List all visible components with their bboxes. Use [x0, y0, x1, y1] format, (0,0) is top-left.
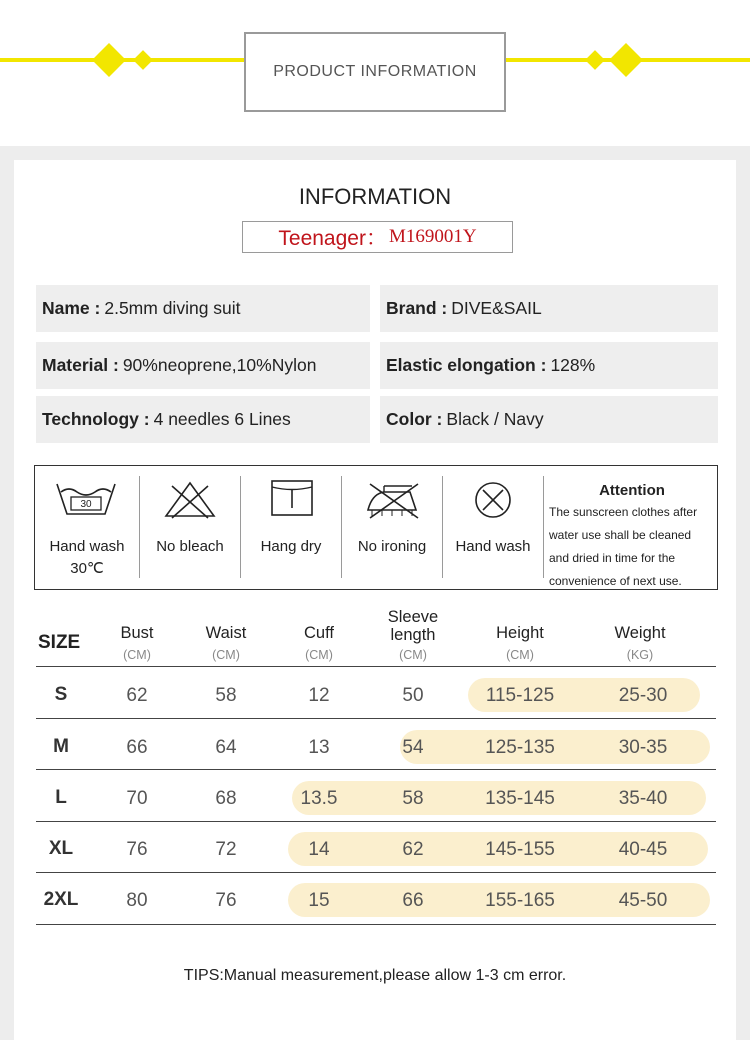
no-ironing-icon	[362, 480, 424, 520]
column-unit: (CM)	[305, 648, 333, 662]
care-label: Hand wash	[455, 538, 531, 555]
spec-value: 90%neoprene,10%Nylon	[122, 355, 317, 375]
cell-sleeve-length: 62	[402, 839, 424, 860]
column-header-height: Height	[496, 624, 544, 642]
attention-line: The sunscreen clothes after	[549, 505, 698, 519]
cell-waist: 64	[215, 737, 237, 758]
cell-height: 155-165	[485, 890, 555, 911]
column-unit: (CM)	[212, 648, 240, 662]
cell-cuff: 13	[308, 737, 330, 758]
cell-weight: 35-40	[618, 788, 668, 809]
table-row-divider	[36, 924, 716, 925]
column-header-bust: Bust	[120, 624, 154, 642]
column-unit: (CM)	[506, 648, 534, 662]
cell-height: 125-135	[485, 737, 555, 758]
model-code: M169001Y	[388, 226, 477, 247]
cell-bust: 66	[126, 737, 148, 758]
spec-label: Brand :	[386, 298, 448, 318]
cell-waist: 68	[215, 788, 237, 809]
cell-weight: 40-45	[618, 839, 668, 860]
cell-waist: 58	[215, 685, 237, 706]
column-header-weight: Weight	[614, 624, 666, 642]
cell-waist: 72	[215, 839, 237, 860]
no-bleach-icon	[160, 480, 220, 520]
spec-value: DIVE&SAIL	[451, 298, 542, 318]
care-label: Hang dry	[260, 538, 322, 555]
spec-value: 128%	[550, 355, 596, 375]
spec-label: Technology :	[42, 409, 150, 429]
spec-brand	[380, 285, 718, 332]
diamond-ornament	[585, 50, 605, 70]
spec-elastic-elongation	[380, 342, 718, 389]
size-label: XL	[48, 838, 74, 859]
tips-note: TIPS:Manual measurement,please allow 1-3 cm error.	[183, 967, 567, 984]
spec-value: 4 needles 6 Lines	[153, 409, 291, 429]
care-label: Hand wash	[49, 538, 125, 555]
column-header-waist: Waist	[205, 624, 247, 642]
column-header-line: Sleeve	[387, 608, 439, 626]
column-header-line: length	[390, 626, 436, 644]
column-header-cuff: Cuff	[304, 624, 334, 642]
care-instructions-panel	[34, 465, 718, 590]
attention-body	[549, 501, 715, 593]
header-band	[0, 0, 750, 146]
model-code-box	[242, 221, 513, 253]
table-row-divider	[36, 769, 716, 770]
spec-label: Material :	[42, 355, 119, 375]
cell-sleeve-length: 50	[402, 685, 424, 706]
cell-weight: 45-50	[618, 890, 668, 911]
care-item-no-bleach	[140, 476, 240, 578]
cell-bust: 62	[126, 685, 148, 706]
spec-label: Color :	[386, 409, 443, 429]
spec-technology	[36, 396, 370, 443]
cell-cuff: 13.5	[300, 788, 338, 809]
cell-cuff: 14	[308, 839, 330, 860]
table-row-divider	[36, 718, 716, 719]
care-item-hang-dry	[241, 476, 341, 578]
cell-bust: 80	[126, 890, 148, 911]
cell-cuff: 15	[308, 890, 330, 911]
column-unit: (CM)	[123, 648, 151, 662]
size-label: 2XL	[43, 889, 79, 910]
cell-cuff: 12	[308, 685, 330, 706]
hand-wash-30-icon	[53, 478, 119, 518]
product-information-title: PRODUCT INFORMATION	[244, 32, 506, 112]
care-label: No bleach	[156, 538, 224, 555]
spec-name	[36, 285, 370, 332]
cell-height: 145-155	[485, 839, 555, 860]
cell-weight: 25-30	[618, 685, 668, 706]
spec-material	[36, 342, 370, 389]
care-label: No ironing	[357, 538, 427, 555]
cell-weight: 30-35	[618, 737, 668, 758]
column-unit: (KG)	[626, 648, 654, 662]
table-row-divider	[36, 821, 716, 822]
care-item-no-tumble-dry	[443, 476, 543, 578]
cell-bust: 76	[126, 839, 148, 860]
attention-note	[549, 482, 715, 593]
size-label: L	[55, 787, 67, 808]
table-row-divider	[36, 666, 716, 667]
spec-label: Elastic elongation :	[386, 355, 547, 375]
cell-sleeve-length: 66	[402, 890, 424, 911]
attention-line: and dried in time for the	[549, 551, 676, 565]
cell-sleeve-length: 54	[402, 737, 424, 758]
info-card	[14, 160, 736, 1040]
diamond-ornament	[133, 50, 153, 70]
information-heading: INFORMATION	[298, 184, 452, 209]
size-label: S	[54, 684, 68, 705]
diamond-ornament	[92, 43, 126, 77]
care-sublabel: 30℃	[70, 560, 104, 577]
cell-bust: 70	[126, 788, 148, 809]
column-unit: (CM)	[399, 648, 427, 662]
attention-title: Attention	[599, 482, 665, 499]
cell-height: 115-125	[485, 685, 555, 706]
size-label: M	[53, 736, 69, 757]
spec-value: 2.5mm diving suit	[104, 298, 241, 318]
column-header-sleeve-length	[363, 608, 463, 644]
care-item-hand-wash-30	[35, 476, 139, 578]
table-row-divider	[36, 872, 716, 873]
hang-dry-icon	[270, 478, 314, 518]
cell-waist: 76	[215, 890, 237, 911]
care-item-no-ironing	[342, 476, 442, 578]
attention-line: water use shall be cleaned	[549, 528, 692, 542]
cell-height: 135-145	[485, 788, 555, 809]
care-divider	[543, 476, 544, 578]
spec-label: Name :	[42, 298, 101, 318]
spec-color	[380, 396, 718, 443]
cell-sleeve-length: 58	[402, 788, 424, 809]
diamond-ornament	[609, 43, 643, 77]
attention-line: convenience of next use.	[549, 574, 682, 588]
size-column-header: SIZE	[38, 632, 81, 653]
tub-number: 30	[80, 499, 92, 510]
spec-value: Black / Navy	[446, 409, 544, 429]
teenager-label: Teenager：	[278, 227, 387, 250]
no-tumble-dry-icon	[471, 480, 515, 520]
